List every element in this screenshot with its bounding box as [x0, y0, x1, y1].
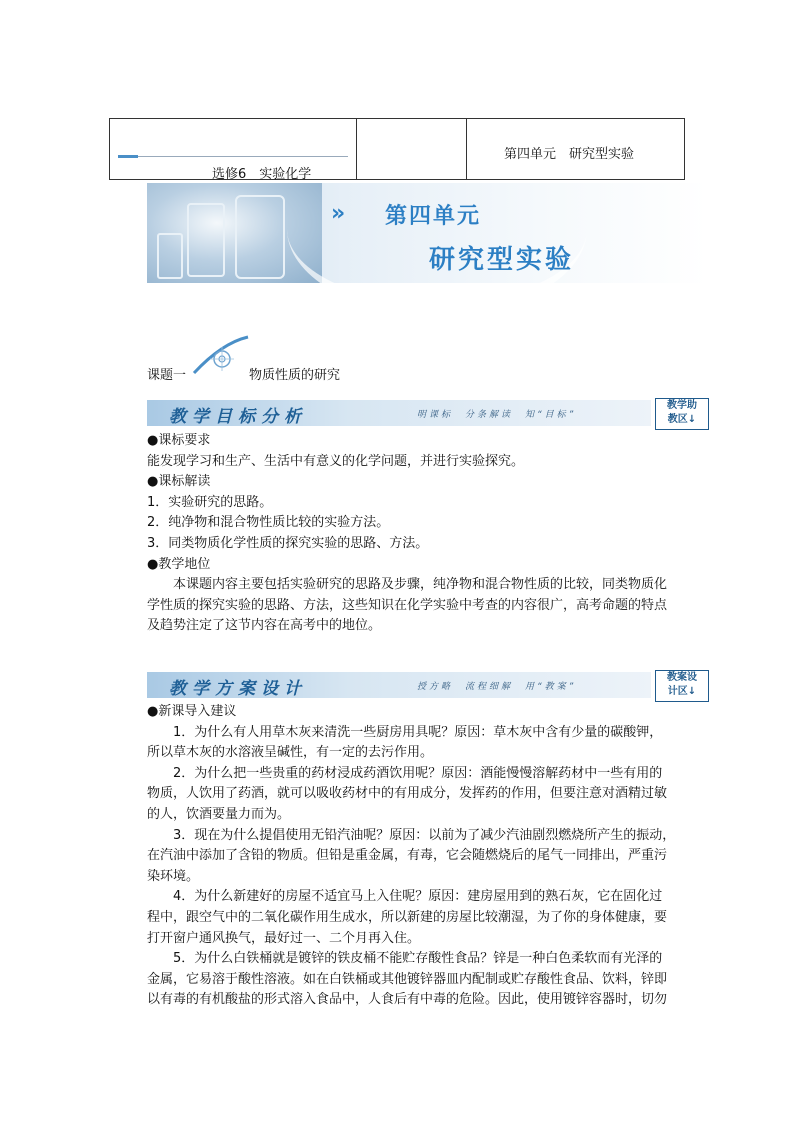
double-chevron-icon: »	[331, 201, 342, 226]
paragraph-line: 4．为什么新建好的房屋不适宜马上入住呢？原因：建房屋用到的熟石灰，它在固化过	[173, 889, 663, 905]
section-bar-objectives	[147, 400, 651, 426]
banner-unit-number: 第四单元	[385, 204, 482, 229]
section2-body	[147, 702, 687, 1011]
section1-body	[147, 431, 687, 637]
paragraph-line: 以有毒的有机酸盐的形式溶入食品中，人食后有中毒的危险。因此，使用镀锌容器时，切勿	[147, 992, 668, 1008]
section-title: 教学方案设计	[169, 679, 307, 699]
paragraph-line: 本课题内容主要包括实验研究的思路及步骤，纯净物和混合物性质的比较，同类物质化	[173, 577, 668, 593]
heading-curriculum-interpretation: ●课标解读	[147, 474, 211, 490]
header-middle-cell	[356, 119, 467, 179]
lesson-plan-tag	[655, 670, 709, 702]
tag-line2: 计区↓	[667, 686, 697, 697]
paragraph-line: 在汽油中添加了含铅的物质。但铅是重金属，有毒，它会随燃烧后的尾气一同排出，严重污	[147, 848, 668, 864]
section-subtitle: 明课标 分条解读 知“目标”	[417, 410, 577, 420]
section-title: 教学目标分析	[169, 407, 307, 427]
page-header	[109, 118, 685, 180]
list-item: 3．同类物质化学性质的探究实验的思路、方法。	[147, 535, 429, 551]
paragraph-line: 5．为什么白铁桶就是镀锌的铁皮桶不能贮存酸性食品？锌是一种白色柔软而有光泽的	[173, 951, 663, 967]
flask-shape	[235, 195, 285, 279]
paragraph-line: 2．为什么把一些贵重的药材浸成药酒饮用呢？原因：酒能慢慢溶解药材中一些有用的	[173, 765, 663, 781]
teaching-aid-tag	[655, 398, 709, 430]
heading-curriculum-requirement: ●课标要求	[147, 433, 211, 448]
header-book-title: 选修6 实验化学	[212, 167, 312, 182]
tag-line1: 教学助	[667, 400, 697, 411]
paragraph-line: 学性质的探究实验的思路、方法，这些知识在化学实验中考查的内容很广，高考命题的特点	[147, 597, 668, 613]
paragraph-line: 所以草木灰的水溶液呈碱性，有一定的去污作用。	[147, 745, 434, 761]
unit-banner	[147, 183, 707, 283]
paragraph: 能发现学习和生产、生活中有意义的化学问题，并进行实验探究。	[147, 453, 525, 469]
banner-unit-title: 研究型实验	[429, 245, 575, 275]
paragraph-line: 的人，饮酒要量力而为。	[147, 806, 291, 822]
tube-shape	[157, 233, 183, 279]
heading-intro-suggestions: ●新课导入建议	[147, 704, 237, 719]
topic-label: 课题一	[147, 368, 187, 383]
paragraph-line: 3．现在为什么提倡使用无铅汽油呢？原因：以前为了减少汽油剧烈燃烧所产生的振动，	[173, 827, 676, 843]
list-item: 1．实验研究的思路。	[147, 494, 273, 510]
tag-line2: 教区↓	[667, 414, 697, 425]
section-subtitle: 授方略 流程细解 用“教案”	[417, 682, 577, 692]
topic-name: 物质性质的研究	[249, 368, 341, 383]
header-unit-title: 第四单元 研究型实验	[504, 147, 635, 162]
header-rule	[138, 156, 348, 157]
section-bar-plan	[147, 672, 651, 698]
paragraph-line: 物质，人饮用了药酒，就可以吸收药材中的有用成分，发挥药的作用，但要注意对酒精过敏	[147, 786, 668, 802]
header-left-cell	[110, 119, 357, 182]
list-item: 2．纯净物和混合物性质比较的实验方法。	[147, 515, 390, 531]
paragraph-line: 及趋势注定了这节内容在高考中的地位。	[147, 618, 382, 634]
paragraph-line: 程中，跟空气中的二氧化碳作用生成水，所以新建的房屋比较潮湿，为了你的身体健康，要	[147, 909, 668, 925]
paragraph-line: 染环境。	[147, 868, 200, 884]
header-accent-bar	[118, 155, 138, 158]
tag-line1: 教案设	[667, 672, 697, 683]
paragraph-line: 1．为什么有人用草木灰来清洗一些厨房用具呢？原因：草木灰中含有少量的碳酸钾，	[173, 724, 663, 740]
paragraph-line: 打开窗户通风换气，最好过一、二个月再入住。	[147, 930, 421, 946]
target-swoosh-icon	[192, 335, 250, 375]
heading-teaching-status: ●教学地位	[147, 556, 211, 572]
beaker-shape	[187, 203, 225, 277]
paragraph-line: 金属，它易溶于酸性溶液。如在白铁桶或其他镀锌器皿内配制或贮存酸性食品、饮料，锌即	[147, 971, 668, 987]
